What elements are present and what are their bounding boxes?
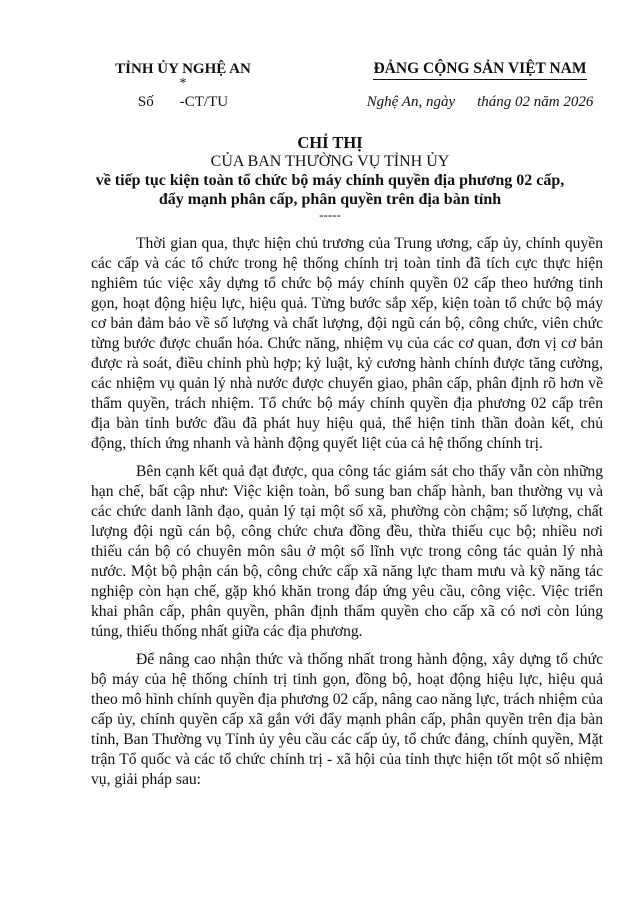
document-body — [91, 234, 603, 798]
place-and-date — [360, 93, 600, 111]
body-paragraph: Để nâng cao nhận thức và thống nhất trong hành động, xây dựng tổ chức bộ máy của hệ thống chính trị tinh gọn, đồng bộ, hoạt động hiệu lực, hiệu quả theo mô hình chính quyền địa phương 02 cấp, nâng cao năng lực, trách nhiệm của cấp ủy, chính quyền cấp xã gắn với đẩy mạnh phân cấp, phân quyền trên địa bàn tỉnh, Ban Thường vụ Tỉnh ủy yêu cầu các cấp ủy, tổ chức đảng, chính quyền, Mặt trận Tổ quốc và các tổ chức chính trị - xã hội của tỉnh thực hiện tốt một số nhiệm vụ, giải pháp sau: — [91, 651, 603, 788]
national-heading-block — [360, 60, 600, 111]
body-paragraph: Bên cạnh kết quả đạt được, qua công tác giám sát cho thấy vẫn còn những hạn chế, bất cập như: Việc kiện toàn, bổ sung ban chấp hành, ban thường vụ và các chức danh lãnh đạo, quản lý tại một số xã, phường còn chậm; số lượng, chất lượng đội ngũ cán bộ, công chức chưa đồng đều, thừa thiếu cục bộ; nhiều nơi thiếu cán bộ có chuyên môn sâu ở một số lĩnh vực trong công tác quản lý nhà nước. Một bộ phận cán bộ, công chức cấp xã năng lực tham mưu và kỹ năng tác nghiệp còn hạn chế, gặp khó khăn trong đáp ứng yêu cầu, công việc. Việc triển khai phân cấp, phân quyền, phân định thẩm quyền cho cấp xã có nơi còn lúng túng, thiếu thống nhất giữa các địa phương. — [91, 463, 603, 640]
place-date-suffix: tháng 02 năm 2026 — [477, 94, 594, 110]
title-divider: ----- — [319, 207, 341, 222]
document-number-prefix: Số — [137, 94, 154, 110]
document-subject-line-1: về tiếp tục kiện toàn tổ chức bộ máy chính quyền địa phương 02 cấp, — [95, 172, 565, 189]
document-title-block — [60, 133, 600, 221]
document-issuer: CỦA BAN THƯỜNG VỤ TỈNH ỦY — [210, 153, 450, 170]
document-type: CHỈ THỊ — [297, 133, 363, 152]
document-number-suffix: -CT/TU — [179, 94, 229, 110]
party-name: ĐẢNG CỘNG SẢN VIỆT NAM — [373, 60, 586, 80]
body-paragraph: Thời gian qua, thực hiện chủ trương của Trung ương, cấp ủy, chính quyền các cấp và các tổ chức trong hệ thống chính trị toàn tỉnh đã tích cực thực hiện nghiêm túc việc xây dựng tổ chức bộ máy chính quyền 02 cấp theo hướng tinh gọn, hoạt động hiệu lực, hiệu quả. Từng bước sắp xếp, kiện toàn tổ chức bộ máy cơ bản đảm bảo về số lượng và chất lượng, đội ngũ cán bộ, công chức, viên chức từng bước được chuẩn hóa. Chức năng, nhiệm vụ của các cơ quan, đơn vị cơ bản được rà soát, điều chỉnh phù hợp; kỷ luật, kỷ cương hành chính được tăng cường, các nhiệm vụ quản lý nhà nước được chuyển giao, phân cấp, phân định rõ hơn về thẩm quyền, trách nhiệm. Tổ chức bộ máy chính quyền địa phương 02 cấp trên địa bàn tỉnh bước đầu đã phát huy hiệu quả, thể hiện tinh thần đoàn kết, chủ động, thích ứng nhanh và hành động quyết liệt của cả hệ thống chính trị. — [91, 235, 603, 452]
issuing-authority-block — [108, 60, 258, 111]
document-subject-line-2: đẩy mạnh phân cấp, phân quyền trên địa bàn tỉnh — [158, 191, 502, 208]
document-number — [108, 93, 258, 111]
place-date-prefix: Nghệ An, ngày — [366, 94, 456, 110]
star-separator: * — [179, 76, 187, 91]
organization-name: TỈNH ỦY NGHỆ AN — [115, 61, 251, 77]
